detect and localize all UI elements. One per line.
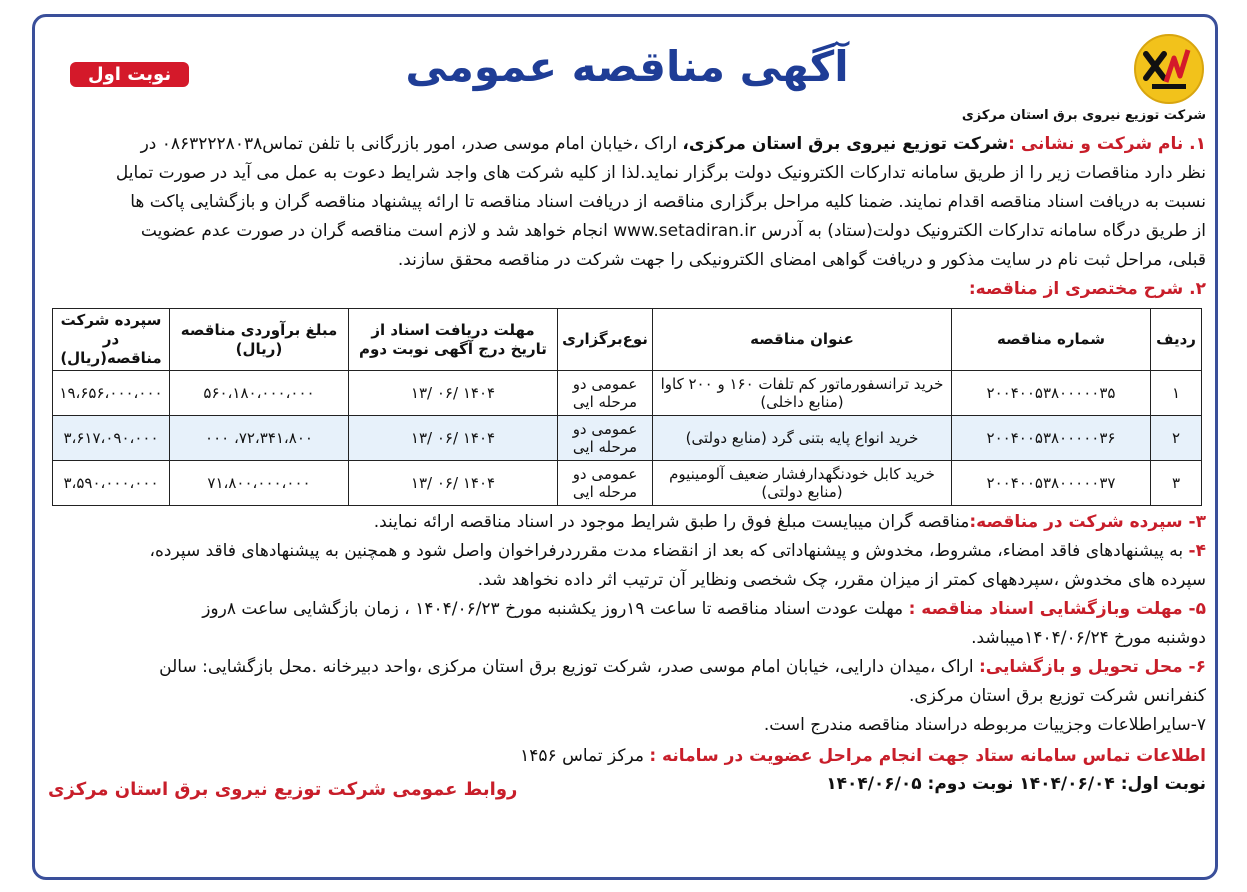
col-title: عنوان مناقصه: [653, 309, 952, 371]
section-4-text-1: به پیشنهادهای فاقد امضاء، مشروط، مخدوش و پیشنهاداتی که بعد از انقضاء مدت مقرردرفراخوان واصل شود و همچنین به پیشنهادهای فاقد سپرده،: [149, 541, 1189, 561]
cell-estimate: ۵۶۰،۱۸۰،۰۰۰،۰۰۰: [170, 371, 349, 416]
section-4-line-1: [48, 537, 1206, 566]
cell-deadline: ۱۴۰۴ /۰۶ /۱۳: [349, 416, 558, 461]
public-relations-signature: روابط عمومی شرکت توزیع نیروی برق استان مرکزی: [48, 779, 518, 800]
cell-number: ۲۰۰۴۰۰۵۳۸۰۰۰۰۰۳۶: [952, 416, 1151, 461]
contact-text: مرکز تماس ۱۴۵۶: [520, 746, 650, 766]
section-1-heading: ۱. نام شرکت و نشانی :: [1008, 134, 1206, 154]
section-5-line-1: [48, 595, 1206, 624]
section-1-line-5: قبلی، مراحل ثبت نام در سایت مذکور و دریافت گواهی امضای الکترونیکی را جهت شرکت در مناقصه محقق سازند.: [397, 250, 1206, 270]
cell-title: خرید ترانسفورماتور کم تلفات ۱۶۰ و ۲۰۰ کاوا (منابع داخلی): [653, 371, 952, 416]
col-estimate: مبلغ برآوردی مناقصه (ریال): [170, 309, 349, 371]
cell-title: خرید انواع پایه بتنی گرد (منابع دولتی): [653, 416, 952, 461]
cell-deadline: ۱۴۰۴ /۰۶ /۱۳: [349, 371, 558, 416]
section-3: [48, 508, 1206, 537]
notice-body-lower: [48, 508, 1206, 740]
notice-body: [48, 130, 1206, 304]
company-name: شرکت توزیع نیروی برق استان مرکزی،: [682, 134, 1009, 154]
cell-estimate: ۷۲،۳۴۱،۸۰۰، ۰۰۰: [170, 416, 349, 461]
cell-deposit: ۳،۵۹۰،۰۰۰،۰۰۰: [53, 461, 170, 506]
col-deposit: سپرده شرکت در مناقصه(ریال): [53, 309, 170, 371]
contact-line: [48, 742, 1206, 770]
company-caption: شرکت توزیع نیروی برق استان مرکزی: [961, 108, 1206, 123]
cell-row: ۲: [1151, 416, 1202, 461]
section-1-text-4b: انجام خواهد شد و لازم است مناقصه گران در صورت عدم عضویت: [140, 221, 614, 241]
notice-content: [48, 24, 1206, 872]
cell-deposit: ۱۹،۶۵۶،۰۰۰،۰۰۰: [53, 371, 170, 416]
section-1-line-1: [48, 130, 1206, 159]
section-3-heading: ۳- سپرده شرکت در مناقصه:: [969, 512, 1206, 532]
section-7: ۷-سایراطلاعات وجزییات مربوطه دراسناد مناقصه مندرج است.: [763, 715, 1206, 735]
notice-title: آگهی مناقصه عمومی: [405, 42, 849, 91]
contact-heading: اطلاعات تماس سامانه ستاد جهت انجام مراحل عضویت در سامانه :: [649, 746, 1206, 766]
tender-table: [52, 308, 1202, 506]
cell-title: خرید کابل خودنگهدارفشار ضعیف آلومینیوم (منابع دولتی): [653, 461, 952, 506]
section-5-line-2: دوشنبه مورخ ۱۴۰۴/۰۶/۲۴میباشد.: [971, 628, 1206, 648]
cell-deadline: ۱۴۰۴ /۰۶ /۱۳: [349, 461, 558, 506]
section-6-heading: ۶- محل تحویل و بازگشایی:: [979, 657, 1206, 677]
section-5-heading: ۵- مهلت وبازگشایی اسناد مناقصه :: [908, 599, 1206, 619]
section-1-line-3: نسبت به دریافت اسناد مناقصه اقدام نمایند. ضمنا کلیه مراحل برگزاری مناقصه از دریافت اسناد مناقصه تا ارائه پیشنهاد مناقصه گران و بازگشایی پاکت ها: [130, 192, 1206, 212]
cell-number: ۲۰۰۴۰۰۵۳۸۰۰۰۰۰۳۷: [952, 461, 1151, 506]
footer: [48, 742, 1206, 798]
cell-deposit: ۳،۶۱۷،۰۹۰،۰۰۰: [53, 416, 170, 461]
header: [48, 24, 1206, 124]
cell-type: عمومی دو مرحله ایی: [558, 461, 653, 506]
section-1-line-2: نظر دارد مناقصات زیر را از طریق سامانه تدارکات الکترونیک دولت برگزار نماید.لذا از کلیه شرکت های واجد شرایط دعوت به عمل می آید در صورت تمایل: [115, 163, 1206, 183]
section-1-text-4a: از طریق درگاه سامانه تدارکات الکترونیک دولت(ستاد) به آدرس: [756, 221, 1206, 241]
publication-dates: نوبت اول: ۱۴۰۴/۰۶/۰۴ نوبت دوم: ۱۴۰۴/۰۶/۰۵: [826, 774, 1206, 794]
cell-row: ۱: [1151, 371, 1202, 416]
table-row: [53, 461, 1202, 506]
section-4-heading: ۴-: [1188, 541, 1206, 561]
table-header-row: [53, 309, 1202, 371]
cell-type: عمومی دو مرحله ایی: [558, 371, 653, 416]
table-row: [53, 371, 1202, 416]
cell-number: ۲۰۰۴۰۰۵۳۸۰۰۰۰۰۳۵: [952, 371, 1151, 416]
section-1-line-4: [48, 217, 1206, 246]
section-2-heading: ۲. شرح مختصری از مناقصه:: [968, 279, 1206, 299]
first-publication-badge: نوبت اول: [70, 62, 189, 87]
section-6-line-2: کنفرانس شرکت توزیع برق استان مرکزی.: [909, 686, 1206, 706]
section-3-text: مناقصه گران میبایست مبلغ فوق را طبق شرایط موجود در اسناد مناقصه ارائه نمایند.: [373, 512, 970, 532]
cell-type: عمومی دو مرحله ایی: [558, 416, 653, 461]
section-5-text-1: مهلت عودت اسناد مناقصه تا ساعت ۱۹روز یکشنبه مورخ ۱۴۰۴/۰۶/۲۳ ، زمان بازگشایی ساعت ۸روز: [202, 599, 909, 619]
section-6-line-1: [48, 653, 1206, 682]
section-4-line-2: سپرده های مخدوش ،سپردههای کمتر از میزان مقرر، چک شخصی ونظایر آن ترتیب اثر داده نخواهد شد.: [477, 570, 1206, 590]
section-6-text-1: اراک ،میدان دارایی، خیابان امام موسی صدر، شرکت توزیع برق استان مرکزی ،واحد دبیرخانه .محل بازگشایی: سالن: [159, 657, 979, 677]
table-row: [53, 416, 1202, 461]
col-row: ردیف: [1151, 309, 1202, 371]
col-type: نوع‌برگزاری: [558, 309, 653, 371]
cell-row: ۳: [1151, 461, 1202, 506]
col-deadline: مهلت دریافت اسناد از تاریخ درج آگهی نوبت دوم: [349, 309, 558, 371]
setad-url-link[interactable]: www.setadiran.ir: [613, 221, 756, 241]
col-number: شماره مناقصه: [952, 309, 1151, 371]
cell-estimate: ۷۱،۸۰۰،۰۰۰،۰۰۰: [170, 461, 349, 506]
section-1-text-1: اراک ،خیابان امام موسی صدر، امور بازرگانی با تلفن تماس۰۸۶۳۲۲۲۸۰۳۸ در: [140, 134, 683, 154]
